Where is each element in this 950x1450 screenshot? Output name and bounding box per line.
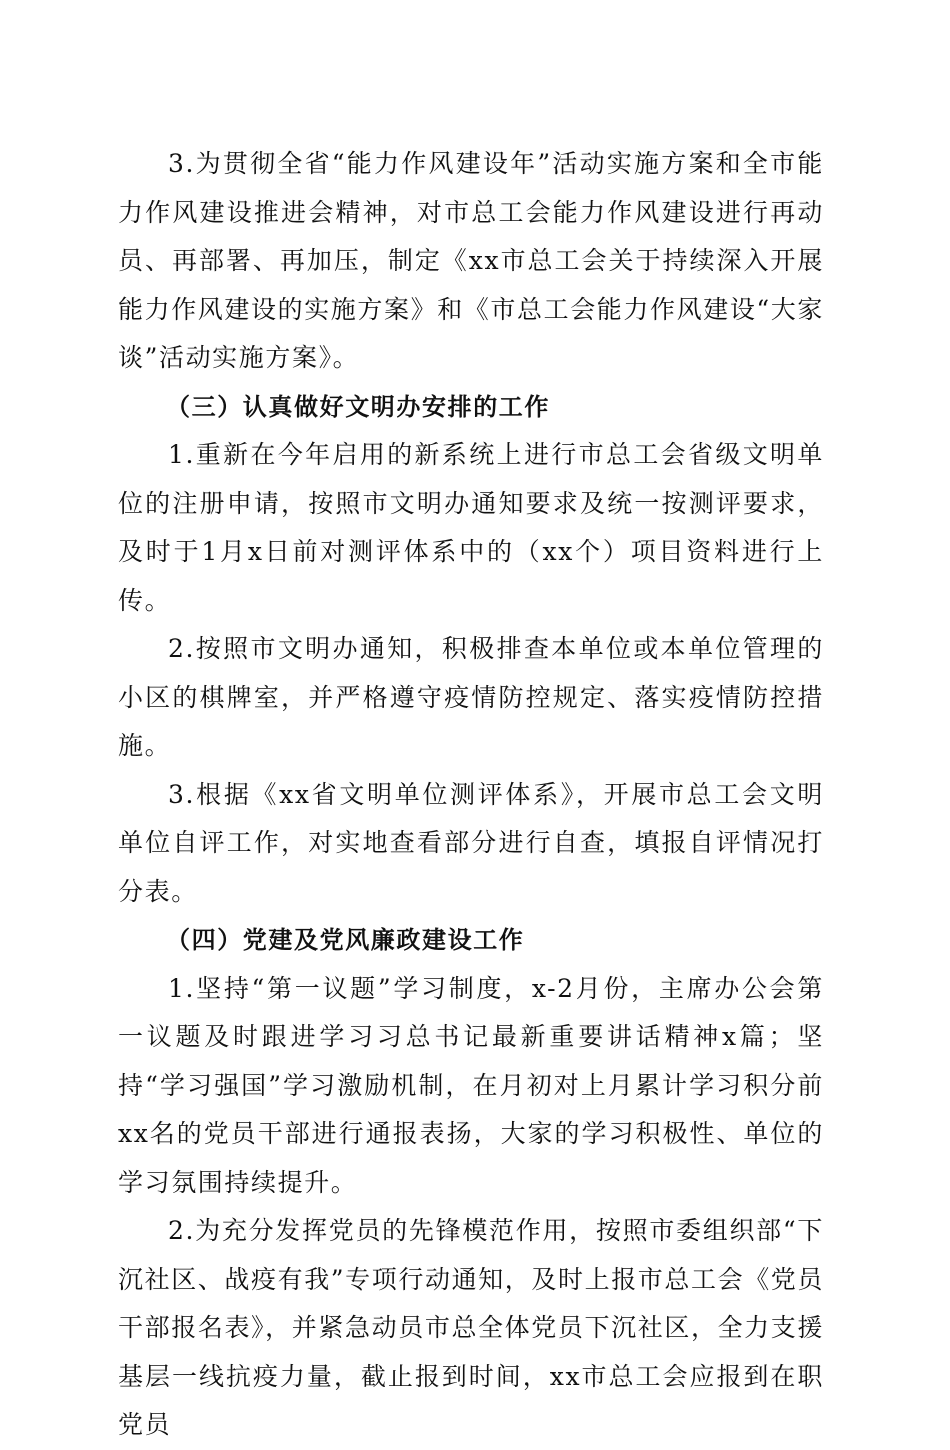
paragraph-capacity-building-plan: 3.为贯彻全省“能力作风建设年”活动实施方案和全市能力作风建设推进会精神，对市总工会能力作风建设进行再动员、再部署、再加压，制定《xx市总工会关于持续深入开展能力作风建设的实施方案》和《市总工会能力作风建设“大家谈”活动实施方案》。: [118, 149, 824, 372]
paragraph-civilized-unit-registration: 1.重新在今年启用的新系统上进行市总工会省级文明单位的注册申请，按照市文明办通知要求及统一按测评要求，及时于1月x日前对测评体系中的（xx个）项目资料进行上传。: [118, 440, 824, 615]
document-body: [118, 140, 824, 1450]
section-heading-civilization-office: （三）认真做好文明办安排的工作: [166, 392, 550, 421]
paragraph-self-evaluation: 3.根据《xx省文明单位测评体系》，开展市总工会文明单位自评工作，对实地查看部分进行自查，填报自评情况打分表。: [118, 779, 824, 906]
section-heading-party-building: （四）党建及党风廉政建设工作: [166, 926, 525, 954]
paragraph-community-volunteering: 2.为充分发挥党员的先锋模范作用，按照市委组织部“下沉社区、战疫有我”专项行动通知，及时上报市总工会《党员干部报名表》，并紧急动员市总全体党员下沉社区，全力支援基层一线抗疫力量，截止报到时间，xx市总工会应报到在职党员: [118, 1216, 824, 1439]
paragraph-first-topic-study: 1.坚持“第一议题”学习制度，x-2月份，主席办公会第一议题及时跟进学习习总书记最新重要讲话精神x篇；坚持“学习强国”学习激励机制，在月初对上月累计学习积分前xx名的党员干部进行通报表扬，大家的学习积极性、单位的学习氛围持续提升。: [118, 973, 824, 1197]
paragraph-chess-room-inspection: 2.按照市文明办通知，积极排查本单位或本单位管理的小区的棋牌室，并严格遵守疫情防控规定、落实疫情防控措施。: [118, 634, 824, 760]
